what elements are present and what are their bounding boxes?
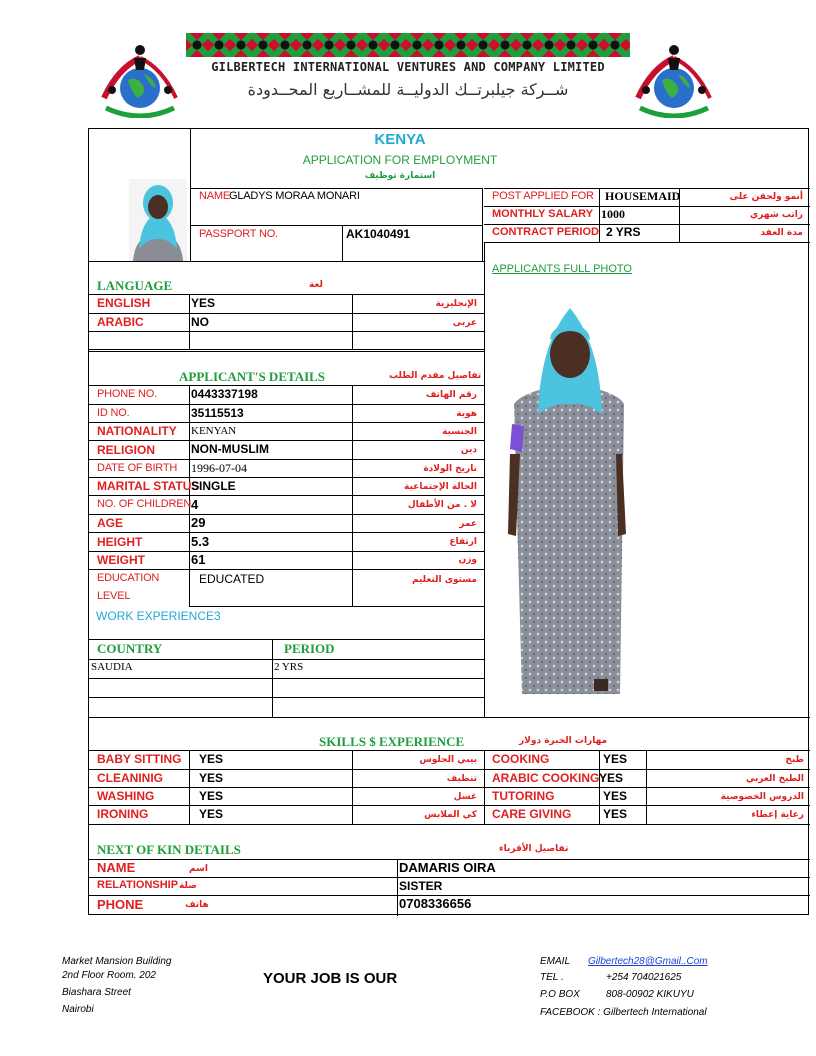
name-label: NAME: [199, 190, 230, 202]
kin-name-label: NAME: [97, 860, 136, 875]
height-arabic: ارتفاع: [449, 537, 477, 547]
nationality-arabic: الجنسية: [442, 427, 477, 437]
contract-value: 2 YRS: [606, 225, 641, 239]
kin-title: NEXT OF KIN DETAILS: [97, 842, 241, 857]
skill-arabic-cooking-label: ARABIC COOKING: [492, 771, 600, 785]
skill-cooking-arabic: طبخ: [785, 755, 804, 765]
kin-relationship-label: RELATIONSHIP: [97, 879, 179, 891]
kin-name-arabic: اسم: [189, 864, 208, 874]
address-line-4: Nairobi: [62, 1004, 94, 1015]
religion-value: NON-MUSLIM: [191, 442, 269, 456]
letterhead: [0, 0, 816, 125]
contract-label: CONTRACT PERIOD: [492, 226, 599, 238]
phone-arabic: رقم الهاتف: [425, 390, 477, 400]
skill-ironing-value: YES: [199, 807, 224, 821]
name-value: GLADYS MORAA MONARI: [229, 190, 360, 202]
applicant-portrait: [129, 179, 187, 261]
marital-arabic: الحالة الإجتماعية: [404, 482, 477, 492]
language-arabic-arabic: عربى: [452, 318, 477, 328]
salary-value: 1000: [601, 207, 625, 221]
email-label: EMAIL: [540, 956, 571, 967]
education-label-line1: EDUCATION: [97, 572, 160, 584]
work-country-header: COUNTRY: [97, 641, 163, 656]
address-line-2: 2nd Floor Room. 202: [62, 970, 156, 981]
skills-title-arabic: مهارات الخبرة دولار: [519, 736, 608, 746]
skill-washing-value: YES: [199, 789, 224, 803]
dob-label: DATE OF BIRTH: [97, 462, 178, 474]
education-arabic: مستوى التعليم: [411, 575, 477, 585]
skill-arabic-cooking-value: YES: [599, 771, 624, 785]
age-arabic: عمر: [459, 519, 477, 529]
skill-cleaning-value: YES: [199, 771, 224, 785]
details-title: APPLICANT'S DETAILS: [179, 369, 326, 384]
form-title-arabic: استمارة توظيف: [364, 171, 436, 181]
facebook-text: FACEBOOK : Gilbertech International: [540, 1007, 707, 1018]
post-value: HOUSEMAID: [605, 189, 681, 203]
weight-label: WEIGHT: [97, 553, 145, 567]
skill-care-giving-arabic: رعاية إعطاء: [751, 810, 804, 820]
skill-babysitting-label: BABY SITTING: [97, 752, 182, 766]
skill-babysitting-value: YES: [199, 752, 224, 766]
kin-name-value: DAMARIS OIRA: [399, 860, 496, 875]
work-country-value: SAUDIA: [91, 661, 133, 673]
details-title-arabic: تفاصيل مقدم الطلب: [389, 371, 482, 381]
country-title: KENYA: [374, 131, 426, 148]
company-name: GILBERTECH INTERNATIONAL VENTURES AND COMPANY LIMITED: [211, 60, 605, 74]
post-arabic: أنمو ولحقن على: [729, 192, 803, 202]
skill-ironing-arabic: كي الملابس: [424, 810, 477, 820]
children-arabic: لا . من الأطفال: [407, 500, 477, 510]
skill-cleaning-arabic: تنظيف: [446, 774, 477, 784]
kin-relationship-arabic: صلة: [179, 881, 197, 891]
skill-tutoring-value: YES: [603, 789, 628, 803]
kin-title-arabic: تفاصيل الأقرباء: [499, 844, 569, 854]
contract-arabic: مدة العقد: [760, 228, 803, 238]
religion-arabic: دين: [460, 445, 477, 455]
education-label-line2: LEVEL: [97, 590, 131, 602]
skill-washing-label: WASHING: [97, 789, 155, 803]
slogan: YOUR JOB IS OUR: [263, 970, 398, 987]
email-link[interactable]: Gilbertech28@Gmail..Com: [588, 956, 708, 967]
nationality-label: NATIONALITY: [97, 424, 177, 438]
post-label: POST APPLIED FOR: [492, 190, 594, 202]
kin-relationship-value: SISTER: [399, 879, 443, 893]
id-arabic: هوية: [456, 409, 477, 419]
salary-label: MONTHLY SALARY: [492, 208, 594, 220]
skill-ironing-label: IRONING: [97, 807, 149, 821]
kin-phone-label: PHONE: [97, 897, 144, 912]
company-logo-left: [98, 38, 182, 118]
company-logo-right: [632, 38, 716, 118]
language-english-label: ENGLISH: [97, 296, 151, 310]
skill-cleaning-label: CLEANINIG: [97, 771, 163, 785]
form-title: APPLICATION FOR EMPLOYMENT: [302, 153, 498, 167]
skill-arabic-cooking-arabic: الطبخ العربي: [745, 774, 804, 784]
skill-care-giving-value: YES: [603, 807, 628, 821]
pobox-label: P.O BOX: [540, 989, 580, 1000]
language-arabic-value: NO: [191, 315, 209, 329]
skill-cooking-label: COOKING: [492, 752, 550, 766]
marital-label: MARITAL STATUS: [97, 479, 200, 493]
language-english-value: YES: [191, 296, 216, 310]
tel-label: TEL .: [540, 972, 564, 983]
skill-babysitting-arabic: بيبي الجلوس: [419, 755, 477, 765]
skill-washing-arabic: غسل: [453, 792, 477, 802]
language-english-arabic: الإنجليزية: [435, 299, 477, 309]
weight-value: 61: [191, 552, 206, 567]
height-value: 5.3: [191, 534, 210, 549]
age-value: 29: [191, 515, 206, 530]
passport-value: AK1040491: [346, 227, 411, 241]
education-value: EDUCATED: [199, 572, 265, 586]
dob-value: 1996-07-04: [191, 461, 247, 475]
pobox-value: 808-00902 KIKUYU: [606, 989, 694, 1000]
work-period-value: 2 YRS: [274, 661, 304, 673]
decorative-banner: [186, 33, 630, 57]
salary-arabic: راتب شهري: [750, 210, 803, 220]
photo-label: APPLICANTS FULL PHOTO: [492, 263, 632, 275]
skill-tutoring-label: TUTORING: [492, 789, 555, 803]
address-line-3: Biashara Street: [62, 987, 131, 998]
weight-arabic: وزن: [458, 555, 477, 565]
application-form: [88, 128, 809, 915]
skill-care-giving-label: CARE GIVING: [492, 807, 572, 821]
children-value: 4: [191, 497, 199, 512]
nationality-value: KENYAN: [191, 425, 237, 437]
kin-phone-value: 0708336656: [399, 896, 472, 911]
id-value: 35115513: [191, 406, 244, 420]
marital-value: SINGLE: [191, 479, 236, 493]
applicant-full-photo: [504, 304, 634, 694]
company-name-arabic: شــركة جيلبرتــك الدوليــة للمشــاريع المحــدودة: [247, 80, 569, 99]
height-label: HEIGHT: [97, 535, 143, 549]
address-line-1: Market Mansion Building: [62, 956, 172, 967]
religion-label: RELIGION: [97, 443, 156, 457]
phone-label: PHONE NO.: [97, 388, 157, 400]
dob-arabic: تاريخ الولادة: [423, 464, 477, 474]
work-title: WORK EXPERIENCE3: [96, 609, 221, 623]
work-period-header: PERIOD: [284, 641, 335, 656]
skill-cooking-value: YES: [603, 752, 628, 766]
language-arabic-label: ARABIC: [97, 315, 144, 329]
skills-title: SKILLS $ EXPERIENCE: [319, 734, 465, 749]
children-label: NO. OF CHILDREN: [97, 498, 192, 510]
language-title-arabic: لغة: [309, 280, 323, 290]
language-title: LANGUAGE: [97, 278, 173, 293]
kin-phone-arabic: هاتف: [185, 900, 209, 910]
passport-label: PASSPORT NO.: [199, 228, 278, 240]
phone-value: 0443337198: [191, 387, 258, 401]
skill-tutoring-arabic: الدروس الخصوصية: [720, 792, 804, 802]
footer: [0, 950, 816, 1040]
tel-value: +254 704021625: [606, 972, 682, 983]
age-label: AGE: [97, 516, 124, 530]
id-label: ID NO.: [97, 407, 130, 419]
